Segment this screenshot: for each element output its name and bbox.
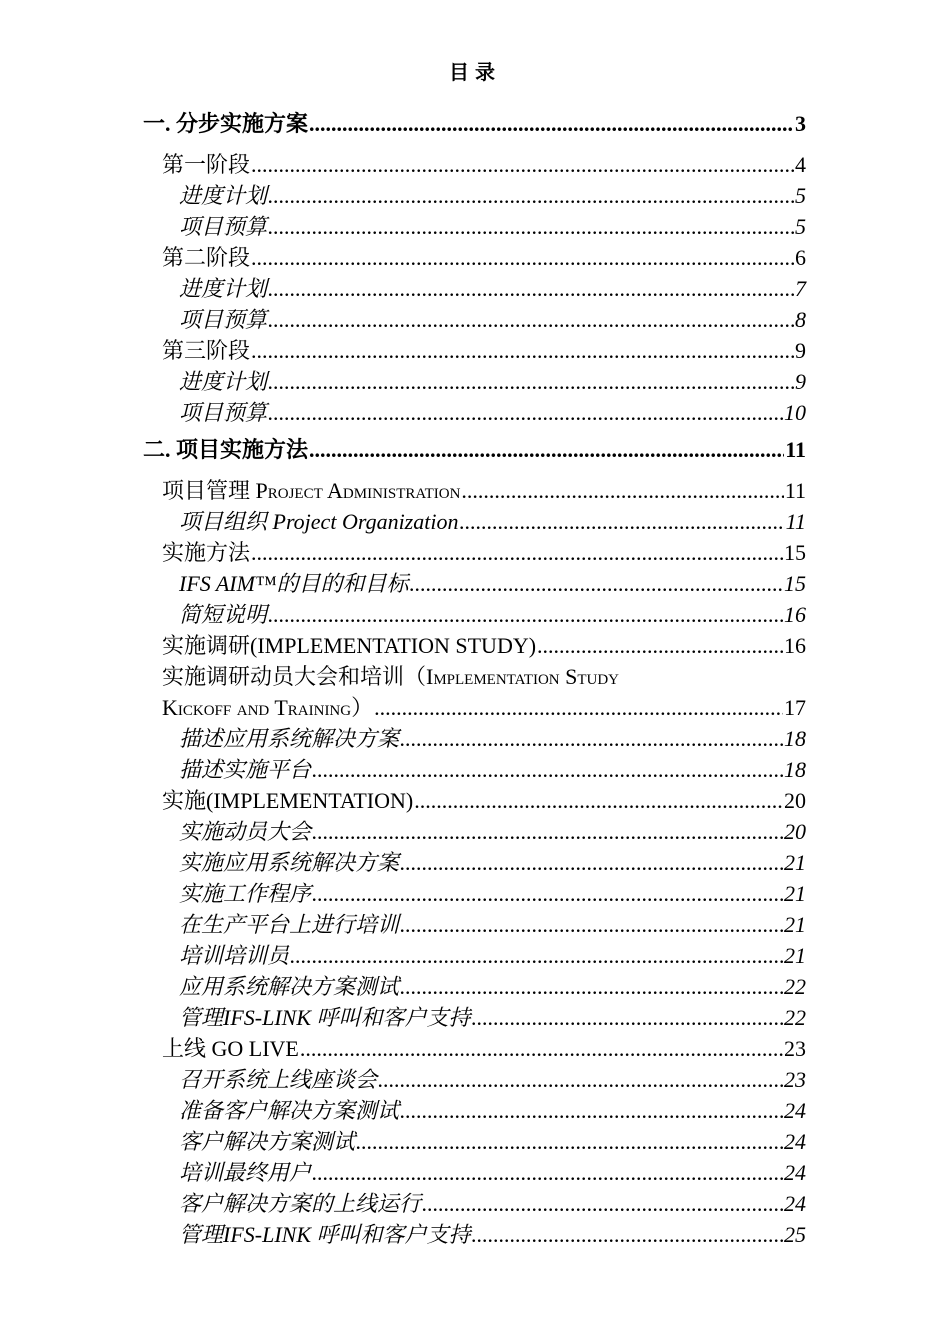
table-of-contents bbox=[143, 108, 806, 1250]
page-number: 18 bbox=[784, 757, 806, 782]
toc-entry[interactable]: 在生产平台上进行培训 ..... 21 bbox=[143, 909, 806, 940]
toc-entry[interactable]: 实施方法 ..... 15 bbox=[143, 537, 806, 568]
toc-entry[interactable]: 项目预算 ..... 5 bbox=[143, 211, 806, 242]
toc-entry[interactable]: 管理IFS-LINK 呼叫和客户支持 ..... 22 bbox=[143, 1002, 806, 1033]
toc-entry[interactable]: 实施(IMPLEMENTATION) ..... 20 bbox=[143, 785, 806, 816]
toc-entry[interactable]: 客户解决方案测试 ..... 24 bbox=[143, 1126, 806, 1157]
page-number: 24 bbox=[784, 1129, 806, 1154]
page-number: 11 bbox=[785, 509, 806, 534]
page-number: 16 bbox=[784, 602, 806, 627]
page-number: 9 bbox=[795, 338, 806, 363]
page-number: 21 bbox=[784, 850, 806, 875]
toc-entry[interactable]: 描述实施平台 ..... 18 bbox=[143, 754, 806, 785]
page-number: 21 bbox=[784, 881, 806, 906]
toc-entry[interactable]: 进度计划 ..... 7 bbox=[143, 273, 806, 304]
toc-entry[interactable]: 实施动员大会 ..... 20 bbox=[143, 816, 806, 847]
toc-entry[interactable]: 一. 分步实施方案 ..... 3 bbox=[143, 108, 806, 139]
toc-entry[interactable]: 实施应用系统解决方案 ..... 21 bbox=[143, 847, 806, 878]
page-number: 24 bbox=[784, 1191, 806, 1216]
page-number: 21 bbox=[784, 943, 806, 968]
toc-entry[interactable]: 准备客户解决方案测试 ..... 24 bbox=[143, 1095, 806, 1126]
toc-entry[interactable]: 管理IFS-LINK 呼叫和客户支持 ..... 25 bbox=[143, 1219, 806, 1250]
toc-title: 目录 bbox=[449, 62, 501, 84]
page-number: 23 bbox=[784, 1067, 806, 1092]
toc-entry[interactable]: IFS AIM™的目的和目标 ..... 15 bbox=[143, 568, 806, 599]
toc-entry[interactable]: 项目预算 ..... 10 bbox=[143, 397, 806, 428]
page-number: 20 bbox=[784, 788, 806, 813]
page-number: 22 bbox=[784, 1005, 806, 1030]
page-number: 24 bbox=[784, 1160, 806, 1185]
page-number: 20 bbox=[784, 819, 806, 844]
page-number: 24 bbox=[784, 1098, 806, 1123]
page-number: 5 bbox=[795, 183, 806, 208]
toc-entry[interactable]: 简短说明 ..... 16 bbox=[143, 599, 806, 630]
page-number: 23 bbox=[784, 1036, 806, 1061]
toc-entry[interactable]: 描述应用系统解决方案 ..... 18 bbox=[143, 723, 806, 754]
page-number: 11 bbox=[785, 437, 806, 462]
toc-entry[interactable]: 进度计划 ..... 9 bbox=[143, 366, 806, 397]
toc-entry[interactable]: 第二阶段 ..... 6 bbox=[143, 242, 806, 273]
page-number: 6 bbox=[795, 245, 806, 270]
toc-entry[interactable]: 进度计划 ..... 5 bbox=[143, 180, 806, 211]
page-number: 10 bbox=[784, 400, 806, 425]
page-number: 7 bbox=[795, 276, 806, 301]
page-number: 15 bbox=[784, 540, 806, 565]
toc-entry[interactable]: 召开系统上线座谈会 ..... 23 bbox=[143, 1064, 806, 1095]
toc-entry[interactable]: 客户解决方案的上线运行 ..... 24 bbox=[143, 1188, 806, 1219]
page-number: 18 bbox=[784, 726, 806, 751]
page-number: 11 bbox=[784, 478, 806, 503]
toc-entry[interactable]: 实施调研(IMPLEMENTATION STUDY) ..... 16 bbox=[143, 630, 806, 661]
page-number: 8 bbox=[795, 307, 806, 332]
toc-entry[interactable]: 上线 GO LIVE ..... 23 bbox=[143, 1033, 806, 1064]
page-number: 3 bbox=[795, 111, 806, 136]
toc-entry[interactable]: 第三阶段 ..... 9 bbox=[143, 335, 806, 366]
page-number: 9 bbox=[795, 369, 806, 394]
page-number: 22 bbox=[784, 974, 806, 999]
page-number: 16 bbox=[784, 633, 806, 658]
toc-entry[interactable]: 培训最终用户 ..... 24 bbox=[143, 1157, 806, 1188]
toc-entry[interactable]: 培训培训员 ..... 21 bbox=[143, 940, 806, 971]
toc-entry[interactable]: 项目组织 Project Organization ..... 11 bbox=[143, 506, 806, 537]
toc-entry[interactable]: Kickoff and Training） ..... 17 bbox=[143, 692, 806, 723]
page-number: 4 bbox=[795, 152, 806, 177]
page-number: 5 bbox=[795, 214, 806, 239]
toc-entry-line[interactable]: 实施调研动员大会和培训（Implementation Study bbox=[162, 664, 620, 689]
toc-entry[interactable]: 应用系统解决方案测试 ..... 22 bbox=[143, 971, 806, 1002]
page-number: 15 bbox=[784, 571, 806, 596]
toc-entry[interactable]: 第一阶段 ..... 4 bbox=[143, 149, 806, 180]
page-number: 17 bbox=[784, 695, 806, 720]
page-number: 21 bbox=[784, 912, 806, 937]
toc-entry[interactable]: 项目预算 ..... 8 bbox=[143, 304, 806, 335]
toc-entry[interactable]: 实施工作程序 ..... 21 bbox=[143, 878, 806, 909]
toc-entry[interactable]: 项目管理 Project Administration ..... 11 bbox=[143, 475, 806, 506]
page-number: 25 bbox=[784, 1222, 806, 1247]
toc-entry[interactable]: 二. 项目实施方法 ..... 11 bbox=[143, 434, 806, 465]
